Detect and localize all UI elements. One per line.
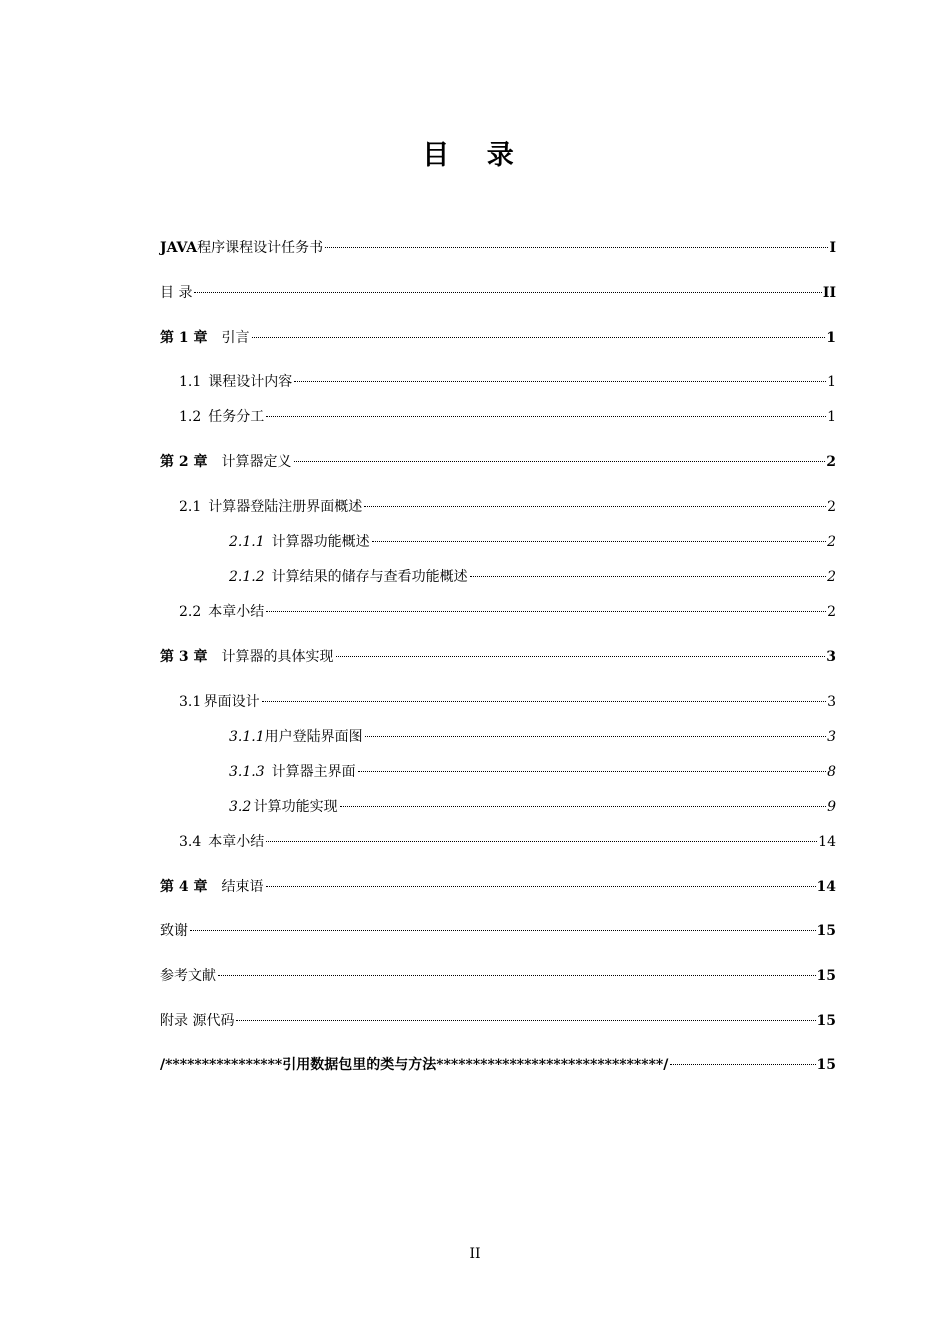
toc-entry[interactable] bbox=[179, 372, 836, 392]
dot-leader bbox=[670, 1064, 815, 1065]
toc-entry-page: 2 bbox=[827, 534, 836, 550]
toc-entry-text: 引言 bbox=[221, 330, 250, 346]
toc-entry-text: 计算器功能概述 bbox=[271, 534, 370, 550]
toc-entry-number: 2.2 bbox=[179, 604, 202, 620]
dot-leader bbox=[336, 656, 826, 657]
dot-leader bbox=[266, 416, 826, 417]
toc-entry-number: 3.1.3 bbox=[229, 764, 265, 780]
toc-entry-label bbox=[229, 797, 338, 817]
toc-entry-page: 14 bbox=[818, 834, 836, 850]
toc-entry-number: 2.1.1 bbox=[229, 534, 265, 550]
toc-entry-page: 9 bbox=[827, 799, 836, 815]
toc-entry-text: 计算器的具体实现 bbox=[221, 649, 334, 665]
toc-entry-text: 参考文献 bbox=[160, 968, 216, 984]
toc-title: 目 录 bbox=[422, 140, 528, 171]
toc-entry-label bbox=[160, 966, 216, 986]
dot-leader bbox=[470, 576, 826, 577]
toc-entry-text: 计算器登陆注册界面概述 bbox=[208, 499, 363, 515]
dot-leader bbox=[252, 337, 826, 338]
dot-leader bbox=[236, 1020, 815, 1021]
toc-entry-text: /****************引用数据包里的类与方法*******************************/ bbox=[160, 1057, 669, 1073]
toc-entry-page: 1 bbox=[827, 374, 836, 390]
toc-entry-page: 2 bbox=[827, 604, 836, 620]
toc-entry-page: II bbox=[822, 285, 836, 301]
toc-entry-label bbox=[160, 238, 323, 258]
toc-entry-label bbox=[179, 832, 264, 852]
dot-leader bbox=[358, 771, 826, 772]
toc-entry-number: 3.2 bbox=[229, 799, 252, 815]
toc-entry-page: 15 bbox=[816, 968, 836, 984]
toc-entry-label bbox=[160, 1055, 668, 1075]
toc-entry-text: 本章小结 bbox=[208, 604, 265, 620]
dot-leader bbox=[364, 506, 826, 507]
toc-entry-number: JAVA bbox=[160, 240, 198, 256]
toc-entry[interactable] bbox=[160, 283, 836, 303]
toc-entry-page: 15 bbox=[816, 923, 836, 939]
toc-entry-label bbox=[160, 877, 264, 897]
dot-leader bbox=[266, 886, 816, 887]
dot-leader bbox=[194, 292, 821, 293]
toc-entry-text: 课程设计内容 bbox=[208, 374, 293, 390]
toc-entry-page: 2 bbox=[827, 499, 836, 515]
toc-entry[interactable] bbox=[160, 966, 836, 986]
toc-entry[interactable] bbox=[179, 407, 836, 427]
toc-entry-page: I bbox=[829, 240, 836, 256]
toc-entry[interactable] bbox=[160, 647, 836, 667]
toc-entry[interactable] bbox=[160, 1055, 836, 1075]
toc-entry-page: 1 bbox=[826, 330, 836, 346]
toc-entry-number: 2.1.2 bbox=[229, 569, 265, 585]
toc-entry[interactable] bbox=[160, 452, 836, 472]
toc-entry-label bbox=[160, 452, 292, 472]
toc-entry-page: 2 bbox=[827, 569, 836, 585]
toc-entry-label bbox=[229, 762, 356, 782]
toc-entry-label bbox=[179, 497, 362, 517]
toc-entry-number: 3.1 bbox=[179, 694, 202, 710]
toc-entry-text: 程序课程设计任务书 bbox=[197, 240, 324, 256]
dot-leader bbox=[266, 611, 826, 612]
toc-entry-text: 计算结果的储存与查看功能概述 bbox=[271, 569, 468, 585]
dot-leader bbox=[340, 806, 826, 807]
toc-entry-label bbox=[160, 283, 192, 303]
toc-entry-text: 界面设计 bbox=[203, 694, 260, 710]
toc-entry[interactable] bbox=[229, 797, 836, 817]
toc-entry-page: 15 bbox=[816, 1057, 836, 1073]
toc-entry-text: 任务分工 bbox=[208, 409, 265, 425]
toc-entry-text: 计算器定义 bbox=[221, 454, 292, 470]
dot-leader bbox=[262, 701, 826, 702]
toc-entry[interactable] bbox=[179, 832, 836, 852]
toc-entry-page: 14 bbox=[816, 879, 836, 895]
dot-leader bbox=[218, 975, 816, 976]
toc-entry-number: 1.2 bbox=[179, 409, 202, 425]
toc-entry-number: 1.1 bbox=[179, 374, 202, 390]
toc-entry-number: 3.4 bbox=[179, 834, 202, 850]
toc-entry-number: 第 2 章 bbox=[160, 454, 208, 470]
toc-entry-label bbox=[179, 602, 264, 622]
toc-entry-text: 计算功能实现 bbox=[253, 799, 338, 815]
toc-entry[interactable] bbox=[160, 238, 836, 258]
toc-entry[interactable] bbox=[160, 877, 836, 897]
toc-entry-label bbox=[160, 328, 250, 348]
dot-leader bbox=[365, 736, 826, 737]
toc-entry-label bbox=[160, 921, 188, 941]
toc-entry-text: 致谢 bbox=[160, 923, 188, 939]
toc-entry-page: 2 bbox=[826, 454, 836, 470]
toc-entry-text: 结束语 bbox=[221, 879, 264, 895]
toc-entry-label bbox=[229, 567, 468, 587]
dot-leader bbox=[325, 247, 828, 248]
toc-entry-number: 第 3 章 bbox=[160, 649, 208, 665]
toc-entry-text: 计算器主界面 bbox=[271, 764, 356, 780]
toc-entry-number: 第 4 章 bbox=[160, 879, 208, 895]
toc-entry[interactable] bbox=[160, 1011, 836, 1031]
toc-entry-page: 1 bbox=[827, 409, 836, 425]
toc-entry-text: 本章小结 bbox=[208, 834, 265, 850]
toc-entry-text: 目 录 bbox=[160, 285, 193, 301]
toc-entry[interactable] bbox=[160, 921, 836, 941]
toc-entry-page: 3 bbox=[827, 729, 836, 745]
toc-entry[interactable] bbox=[160, 328, 836, 348]
toc-entry-label bbox=[160, 647, 334, 667]
toc-entry-page: 3 bbox=[827, 694, 836, 710]
toc-entry[interactable] bbox=[229, 532, 836, 552]
dot-leader bbox=[190, 930, 816, 931]
toc-entry-label bbox=[229, 532, 370, 552]
toc-entry-label bbox=[179, 692, 260, 712]
toc-entry-text: 附录 源代码 bbox=[160, 1013, 235, 1029]
page-number: II bbox=[469, 1246, 481, 1262]
toc-entry-number: 2.1 bbox=[179, 499, 202, 515]
toc-entry-number: 3.1.1 bbox=[229, 729, 265, 745]
toc-entry-page: 8 bbox=[827, 764, 836, 780]
toc-entry[interactable] bbox=[179, 602, 836, 622]
toc-entry-label bbox=[229, 727, 363, 747]
dot-leader bbox=[294, 461, 826, 462]
toc-entry-label bbox=[179, 372, 292, 392]
toc-entry[interactable] bbox=[179, 497, 836, 517]
dot-leader bbox=[266, 841, 817, 842]
toc-entry[interactable] bbox=[229, 727, 836, 747]
toc-entry-page: 15 bbox=[816, 1013, 836, 1029]
toc-entry-text: 用户登陆界面图 bbox=[264, 729, 363, 745]
toc-entry[interactable] bbox=[179, 692, 836, 712]
dot-leader bbox=[294, 381, 826, 382]
dot-leader bbox=[372, 541, 826, 542]
toc-entry-page: 3 bbox=[826, 649, 836, 665]
toc-entry-label bbox=[179, 407, 264, 427]
toc-entry-number: 第 1 章 bbox=[160, 330, 208, 346]
toc-entry[interactable] bbox=[229, 567, 836, 587]
toc-entry[interactable] bbox=[229, 762, 836, 782]
toc-entry-label bbox=[160, 1011, 234, 1031]
